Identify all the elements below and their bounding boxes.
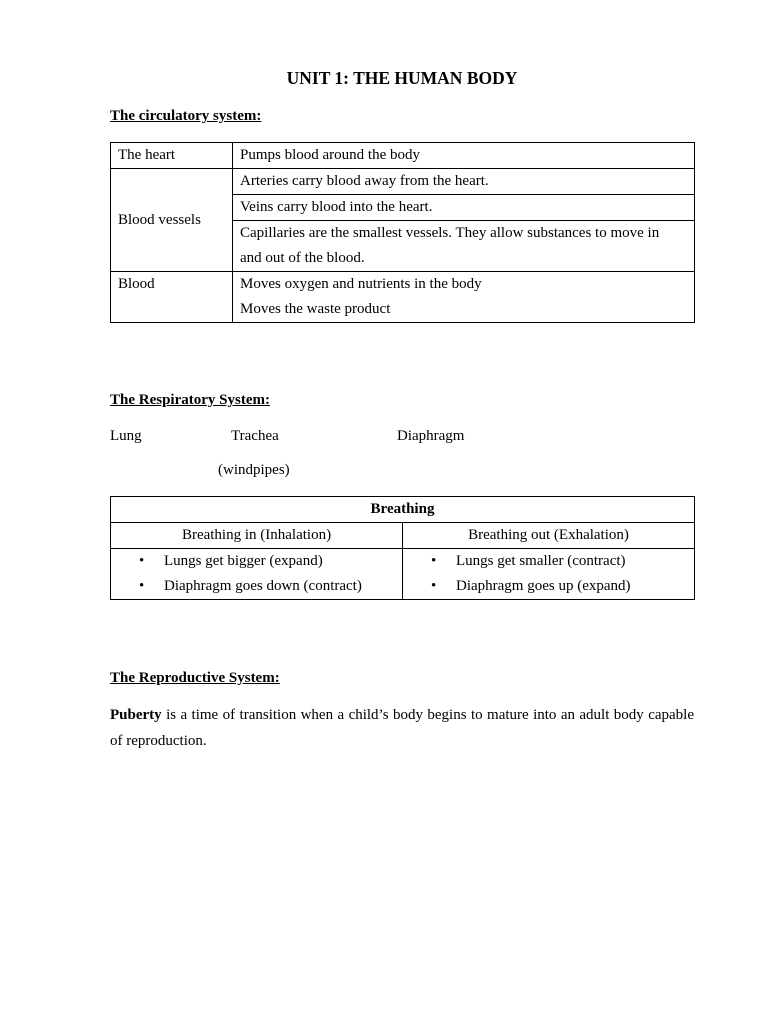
inhalation-list (111, 549, 403, 600)
page-title: UNIT 1: THE HUMAN BODY (286, 68, 518, 88)
table-row (111, 272, 695, 323)
diaphragm-label: Diaphragm (397, 428, 465, 444)
bullet-icon: • (431, 553, 437, 569)
bullet-icon: • (431, 578, 437, 594)
capillaries-desc (233, 221, 695, 272)
table-row (111, 143, 695, 169)
list-item: • Lungs get smaller (contract) (431, 549, 687, 574)
trachea-label: Trachea (231, 428, 279, 444)
list-item: • Lungs get bigger (expand) (139, 549, 395, 574)
blood-desc (233, 272, 695, 323)
blood-label: Blood (111, 272, 233, 323)
heart-label: The heart (111, 143, 233, 169)
list-item: • Diaphragm goes down (contract) (139, 574, 395, 599)
veins-desc: Veins carry blood into the heart. (233, 195, 695, 221)
exhalation-list (403, 549, 695, 600)
table-row (111, 523, 695, 549)
table-row (111, 497, 695, 523)
heart-desc: Pumps blood around the body (233, 143, 695, 169)
puberty-definition: is a time of transition when a child’s body begins to mature into an adult body capable of reproduction. (110, 707, 694, 749)
circulatory-heading: The circulatory system: (110, 108, 262, 124)
exhalation-header: Breathing out (Exhalation) (403, 523, 695, 549)
blood-desc-line-1: Moves oxygen and nutrients in the body (240, 276, 482, 292)
capillaries-line-2: and out of the blood. (240, 250, 365, 266)
blood-desc-line-2: Moves the waste product (240, 301, 391, 317)
puberty-term: Puberty (110, 707, 162, 723)
arteries-desc: Arteries carry blood away from the heart. (233, 169, 695, 195)
list-item: • Diaphragm goes up (expand) (431, 574, 687, 599)
breathing-table (110, 496, 695, 600)
respiratory-heading: The Respiratory System: (110, 392, 270, 408)
vessels-label: Blood vessels (111, 169, 233, 272)
circulatory-table (110, 142, 695, 323)
capillaries-line-1: Capillaries are the smallest vessels. They allow substances to move in (240, 225, 660, 241)
windpipes-label: (windpipes) (218, 462, 290, 478)
breathing-title: Breathing (111, 497, 695, 523)
reproductive-heading: The Reproductive System: (110, 670, 280, 686)
bullet-icon: • (139, 578, 145, 594)
lung-label: Lung (110, 428, 142, 444)
table-row (111, 169, 695, 195)
bullet-icon: • (139, 553, 145, 569)
puberty-paragraph (110, 702, 694, 754)
table-row (111, 549, 695, 600)
inhalation-header: Breathing in (Inhalation) (111, 523, 403, 549)
